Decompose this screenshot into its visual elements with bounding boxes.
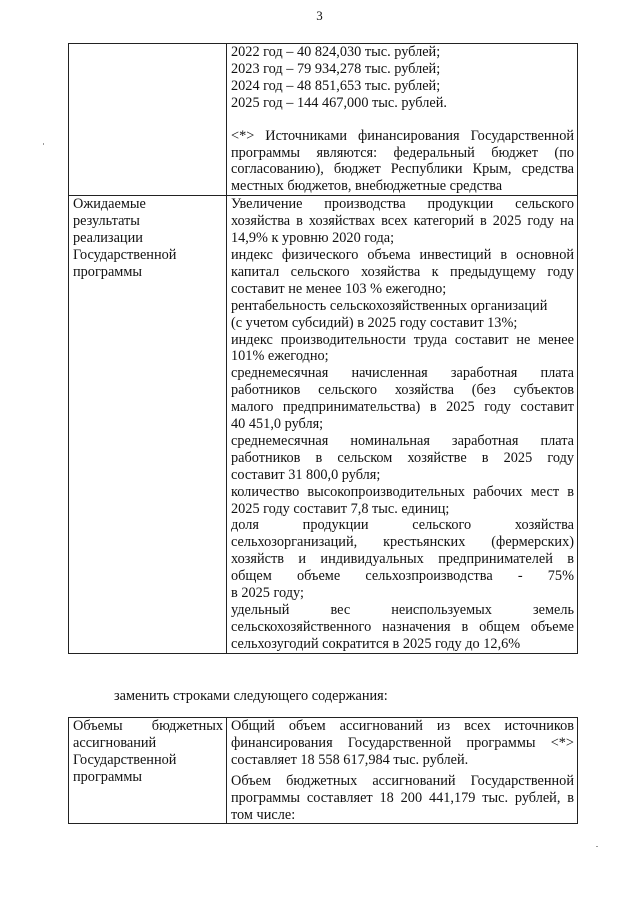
result-line: 101% ежегодно; xyxy=(231,348,329,365)
result-line: общем объеме сельхозпроизводства - 75% xyxy=(231,568,574,585)
funding-year-2025: 2025 год – 144 467,000 тыс. рублей. xyxy=(231,94,447,111)
row-heading-line: программы xyxy=(73,768,143,785)
row1-right-cell xyxy=(227,44,578,196)
result-line: работников в сельском хозяйстве в 2025 году xyxy=(231,449,574,466)
funding-year-2024: 2024 год – 48 851,653 тыс. рублей; xyxy=(231,77,441,94)
result-line: сельхозорганизаций, крестьянских (фермерских) xyxy=(231,534,574,551)
row-heading-line: Ожидаемые xyxy=(73,196,146,213)
table-row xyxy=(69,196,578,653)
result-line: 14,9% к уровню 2020 года; xyxy=(231,230,395,247)
blank-line xyxy=(231,112,574,128)
top-table xyxy=(68,43,578,654)
result-line: составит 31 800,0 рубля; xyxy=(231,466,381,483)
page-number: 3 xyxy=(316,8,323,23)
result-line: (с учетом субсидий) в 2025 году составит 13%; xyxy=(231,314,518,331)
result-line: малого предпринимательства) в 2025 году составит xyxy=(231,399,574,416)
row-heading-line: Государственной xyxy=(73,751,177,768)
row-heading-line: Государственной xyxy=(73,246,177,263)
funding-year-2022: 2022 год – 40 824,030 тыс. рублей; xyxy=(231,44,441,60)
result-line: среднемесячная номинальная заработная плата xyxy=(231,432,574,449)
result-line: 2025 году составит 7,8 тыс. единиц; xyxy=(231,500,450,517)
budget-line: том числе: xyxy=(231,806,296,823)
row-heading-line: результаты xyxy=(73,213,140,230)
row-heading-line: программы xyxy=(73,263,143,280)
row-heading-line: Объемы бюджетных xyxy=(73,718,223,734)
result-line: 40 451,0 рубля; xyxy=(231,416,324,433)
budget-line: финансирования Государственной программы <*> xyxy=(231,734,574,751)
row2-left-cell xyxy=(69,196,227,653)
result-line: рентабельность сельскохозяйственных организаций xyxy=(231,297,548,314)
footnote-line: согласованию), бюджет Республики Крым, средства xyxy=(231,161,574,178)
row-heading-line: ассигнований xyxy=(73,734,157,751)
table-row xyxy=(69,718,578,824)
row1-left-cell xyxy=(69,44,227,196)
table-row xyxy=(69,44,578,196)
bottom-table xyxy=(68,717,578,824)
result-line: доля продукции сельского хозяйства xyxy=(231,517,574,534)
budget-heading-cell xyxy=(69,718,227,824)
result-line: в 2025 году; xyxy=(231,585,304,602)
row2-right-cell xyxy=(227,196,578,653)
budget-line: составляет 18 558 617,984 тыс. рублей. xyxy=(231,751,469,768)
funding-year-2023: 2023 год – 79 934,278 тыс. рублей; xyxy=(231,60,441,77)
budget-line: Объем бюджетных ассигнований Государственной xyxy=(231,772,574,789)
result-line: хозяйства в хозяйствах всех категорий в 2025 году на xyxy=(231,213,574,230)
budget-content-cell xyxy=(227,718,578,824)
margin-mark xyxy=(43,143,44,145)
footnote-line: программы являются: федеральный бюджет (по xyxy=(231,144,574,161)
footnote-line: местных бюджетов, внебюджетные средства xyxy=(231,178,503,195)
replace-instruction: заменить строками следующего содержания: xyxy=(114,688,388,704)
result-line: сельхозугодий сократится в 2025 году до 12,6% xyxy=(231,635,521,652)
result-line: индекс производительности труда составит не менее xyxy=(231,331,574,348)
footnote-line: <*> Источниками финансирования Государственной xyxy=(231,127,574,144)
budget-line: программы составляет 18 200 441,179 тыс. рублей, в xyxy=(231,789,574,806)
result-line: количество высокопроизводительных рабочих мест в xyxy=(231,483,574,500)
result-line: сельскохозяйственного назначения в общем объеме xyxy=(231,618,574,635)
margin-mark xyxy=(596,846,598,847)
row-heading-line: реализации xyxy=(73,230,143,247)
result-line: работников сельского хозяйства (без субъектов xyxy=(231,382,574,399)
result-line: хозяйств и индивидуальных предпринимателей в xyxy=(231,551,574,568)
result-line: среднемесячная начисленная заработная плата xyxy=(231,365,574,382)
result-line: капитал сельского хозяйства к предыдущему году xyxy=(231,263,574,280)
budget-line: Общий объем ассигнований из всех источников xyxy=(231,718,574,734)
result-line: Увеличение производства продукции сельского xyxy=(231,196,574,213)
result-line: составит не менее 103 % ежегодно; xyxy=(231,280,447,297)
result-line: индекс физического объема инвестиций в основной xyxy=(231,246,574,263)
result-line: удельный вес неиспользуемых земель xyxy=(231,602,574,618)
